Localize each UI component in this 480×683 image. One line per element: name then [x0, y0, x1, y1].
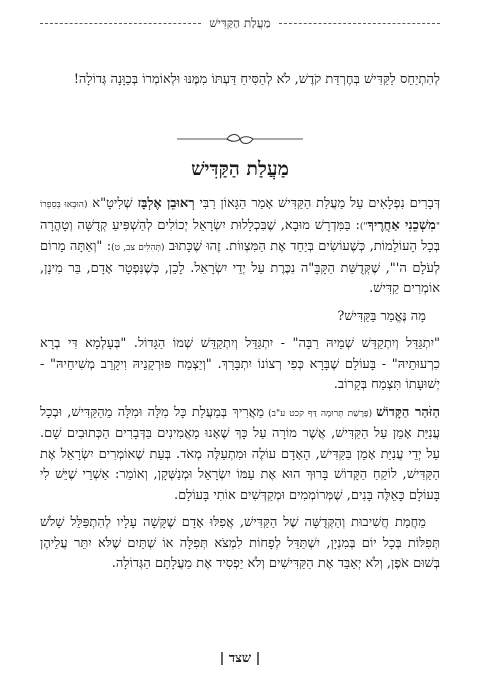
page-number-bar-right: |	[251, 651, 261, 666]
header-dash-right	[279, 23, 440, 24]
body-block	[40, 194, 440, 582]
paragraph-5: מֵחֲמַת חֲשִׁיבוּת וְהַקְּדֻשָּׁה שֶׁל הַקַּדִּישׁ, אֲפִלּוּ אָדָם שֶׁקָּשָׁה עָלָיו לְהִתְפַּלֵּל שָׁלֹשׁ תְּפִלּוֹת בְּכָל יוֹם בְּמִנְיָן, יִשְׁתַּדֵּל לְפָחוֹת לִמְצֹא תְּפִלָּה אוֹ שְׁתַּיִם שֶׁלֹּא יִתֵּר עֲלֵיהֶן בְּשׁוּם אֹפֶן, וְלֹא יְאַבֵּד אֶת הַקַּדִּישִׁים וְלֹא יַפְסִיד אֶת מַעֲלָתָם הַגְּדוֹלָה.	[40, 515, 440, 571]
p1-verse-ref: (תְּהִלִּים צב, ט)	[111, 243, 165, 253]
ornament-divider-icon	[175, 132, 305, 146]
paragraph-3: "יִתְגַּדַּל וְיִתְקַדַּשׁ שְׁמֵיהּ רַבָּה" - יִתְגַּדֵּל וְיִתְקַדֵּשׁ שְׁמוֹ הַגָּדוֹל. "בְּעָלְמָא דִּי בְרָא כִרְעוּתֵיהּ" - בָּעוֹלָם שֶׁבָּרָא כְּפִי רְצוֹנוֹ יִתְבָּרַךְ. "וְיַצְמַח פּוּרְקָנֵיהּ וִיקָרֵב מְשִׁיחֵיהּ" - יְשׁוּעָתוֹ תִּצְמַח בְּקָרוֹב.	[40, 336, 440, 392]
running-title: מַעֲלַת הַקַּדִּישׁ	[209, 15, 271, 30]
page-number	[0, 650, 480, 666]
p1-text-4: : "וְאַתָּה מָרוֹם לְעֹלָם ה'", שֶׁקְּדֻשַּׁת הַקָּבָּ"ה נִכֶּרֶת עַל יְדֵי יִשְׂרָאֵל. לָכֵן, כְּשֶׁנִּפְטָר אָדָם, בַּר מִינָן, אוֹמְרִים קַדִּישׁ.	[40, 239, 440, 296]
paragraph-4	[40, 403, 440, 507]
p1-source-open: (הוּבְאוּ בְּסִפְרוֹ "	[40, 200, 440, 232]
paragraph-1	[40, 194, 440, 300]
header-dash-left	[40, 23, 201, 24]
p1-text-3: : בַּמִּדְרָשׁ מוּבָא, שֶׁבִּכְלָלוּת יִשְׂרָאֵל יְכוֹלִים לְהַשְׁפִּיעַ קְדֻשָּׁה וְטָהֳרָה בְּכָל הָעוֹלָמוֹת, כְּשֶׁעוֹשִׂים בְּיַחַד אֶת הַמִּצְווֹת. זֶהוּ שֶׁכָּתוּב	[40, 217, 441, 254]
p1-text-2: שְׁלִיטָ"א	[87, 196, 138, 211]
running-header	[40, 14, 440, 32]
section-title: מַעֲלַת הַקַּדִּישׁ	[191, 158, 289, 180]
p4-source-ref: (פָּרָשַׁת תְּרוּמָה דַּף קכט ע"ב)	[264, 408, 377, 419]
page-number-bar-left: |	[219, 651, 229, 666]
intro-paragraph: לְהִתְיַחֵס לַקַּדִּישׁ בְּחֶרְדַּת קֹדֶשׁ, לֹא לְהַסִּיחַ דַּעְתּוֹ מִמֶּנּוּ וּלְאוֹמְרוֹ בְּכַוָּנָה גְּדוֹלָה!	[73, 72, 440, 87]
p4-text: מַאֲרִיךְ בְּמַעֲלַת כָּל מִלָּה וּמִלָּה מֵהַקַּדִּישׁ, וּבְכָל עֲנִיַּת אָמֵן עַל הַקַּדִּישׁ, אֲשֶׁר מוֹרָה עַל כָּךְ שֶׁאָנוּ מַאֲמִינִים בַּדְּבָרִים הַכְּתוּבִים שָׁם. עַל יְדֵי עֲנִיַּת אָמֵן בַּקַּדִּישׁ, הָאָדָם עוֹלֶה וּמִתְעַלֶּה מְאֹד. בְּעֵת שֶׁאוֹמְרִים יִשְׂרָאֵל אֶת הַקַּדִּישׁ, לוֹקֵחַ הַקָּדוֹשׁ בָּרוּךְ הוּא אֶת עַמּוֹ יִשְׂרָאֵל וּמְנַשְּׁקָן, וְאוֹמֵר: אַשְׁרֵי שֶׁיֵּשׁ לִי בָּעוֹלָם כָּאֵלֶּה בָּנִים, שֶׁמְּרוֹמְמִים וּמְקַדְּשִׁים אוֹתִי בָּעוֹלָם.	[40, 404, 440, 503]
p1-text-1: דְּבָרִים נִפְלָאִים עַל מַעֲלַת הַקַּדִּישׁ אָמַר הַגָּאוֹן רַבִּי	[194, 196, 441, 211]
p4-zohar-title: הַזֹּהַר הַקָּדוֹשׁ	[376, 404, 440, 420]
p1-source-close: ")	[359, 221, 368, 232]
p1-author-name: רְאוּבֵן אֶלְבָּז	[137, 196, 195, 211]
paragraph-2: מָה נֶּאֱמַר בַּקַּדִּישׁ?	[337, 308, 426, 324]
page-number-text: שצד	[228, 651, 252, 666]
p1-book-name: מִשְׁכֵנִי אַחֲרֶיךָ	[367, 217, 436, 233]
